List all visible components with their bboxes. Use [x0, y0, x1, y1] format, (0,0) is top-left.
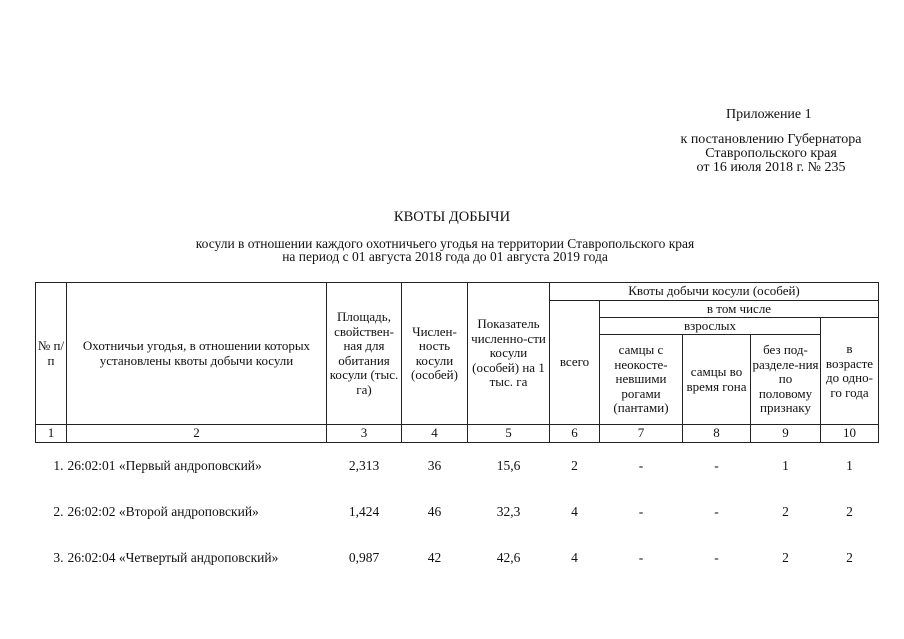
header-including: в том числе — [600, 301, 879, 318]
header-males-antlers: самцы с неокосте-невшими рогами (пантами) — [600, 335, 683, 425]
resolution-reference — [660, 133, 882, 175]
table-row — [36, 535, 879, 581]
row-males-antlers: - — [638, 549, 644, 565]
row-index: 3. — [53, 549, 64, 565]
quota-table — [35, 282, 879, 581]
header-num: № п/п — [36, 283, 67, 425]
column-number: 5 — [468, 425, 550, 443]
header-no-sex: без под-разделе-ния по половому признаку — [751, 335, 821, 425]
row-hunting-ground: 26:02:02 «Второй андроповский» — [67, 503, 259, 519]
header-quota: Квоты добычи косули (особей) — [550, 283, 879, 301]
column-numbers-row — [36, 425, 879, 443]
table-row — [36, 443, 879, 490]
header-hunting-ground: Охотничьи угодья, в отношении которых установлены квоты добычи косули — [67, 283, 327, 425]
column-number: 3 — [327, 425, 402, 443]
row-total: 4 — [571, 503, 578, 519]
row-area: 1,424 — [348, 503, 380, 519]
row-count: 42 — [427, 549, 442, 565]
row-no-sex: 1 — [782, 457, 789, 473]
column-number: 8 — [683, 425, 751, 443]
header-density: Показатель численно-сти косули (особей) на 1 тыс. га — [468, 283, 550, 425]
row-total: 4 — [571, 549, 578, 565]
row-area: 0,987 — [348, 549, 380, 565]
header-males-rut: самцы во время гона — [683, 335, 751, 425]
row-males-antlers: - — [638, 457, 644, 473]
subtitle-line-2: на период с 01 августа 2018 года до 01 августа 2019 года — [282, 249, 608, 264]
row-males-rut: - — [714, 457, 719, 473]
row-males-rut: - — [714, 549, 719, 565]
row-males-rut: - — [714, 503, 719, 519]
row-density: 42,6 — [496, 549, 521, 565]
resolution-line-1: к постановлению Губернатора — [680, 132, 862, 147]
header-area: Площадь, свойствен-ная для обитания косули (тыс. га) — [327, 283, 402, 425]
row-count: 36 — [427, 457, 442, 473]
document-subtitle — [150, 237, 740, 263]
row-total: 2 — [571, 457, 578, 473]
row-density: 15,6 — [496, 457, 521, 473]
row-no-sex: 2 — [782, 503, 789, 519]
row-density: 32,3 — [496, 503, 521, 519]
table-row — [36, 489, 879, 535]
row-young: 1 — [846, 457, 853, 473]
column-number: 1 — [36, 425, 67, 443]
row-young: 2 — [846, 503, 853, 519]
column-number: 9 — [751, 425, 821, 443]
row-hunting-ground: 26:02:01 «Первый андроповский» — [67, 457, 262, 473]
column-number: 6 — [550, 425, 600, 443]
subtitle-line-1: косули в отношении каждого охотничьего угодья на территории Ставропольского края — [195, 236, 695, 251]
appendix-label: Приложение 1 — [726, 107, 812, 122]
header-young: в возрасте до одно-го года — [821, 318, 879, 425]
row-hunting-ground: 26:02:04 «Четвертый андроповский» — [67, 549, 279, 565]
row-area: 2,313 — [348, 457, 380, 473]
header-count: Числен-ность косули (особей) — [402, 283, 468, 425]
row-count: 46 — [427, 503, 442, 519]
resolution-line-2: Ставропольского края — [705, 146, 837, 161]
resolution-line-3: от 16 июля 2018 г. № 235 — [696, 160, 846, 175]
row-index: 2. — [53, 503, 64, 519]
row-index: 1. — [53, 457, 64, 473]
column-number: 7 — [600, 425, 683, 443]
header-adults: взрослых — [600, 318, 821, 335]
row-young: 2 — [846, 549, 853, 565]
document-title: КВОТЫ ДОБЫЧИ — [393, 209, 511, 225]
row-males-antlers: - — [638, 503, 644, 519]
column-number: 10 — [821, 425, 879, 443]
header-total: всего — [550, 301, 600, 425]
column-number: 2 — [67, 425, 327, 443]
column-number: 4 — [402, 425, 468, 443]
row-no-sex: 2 — [782, 549, 789, 565]
